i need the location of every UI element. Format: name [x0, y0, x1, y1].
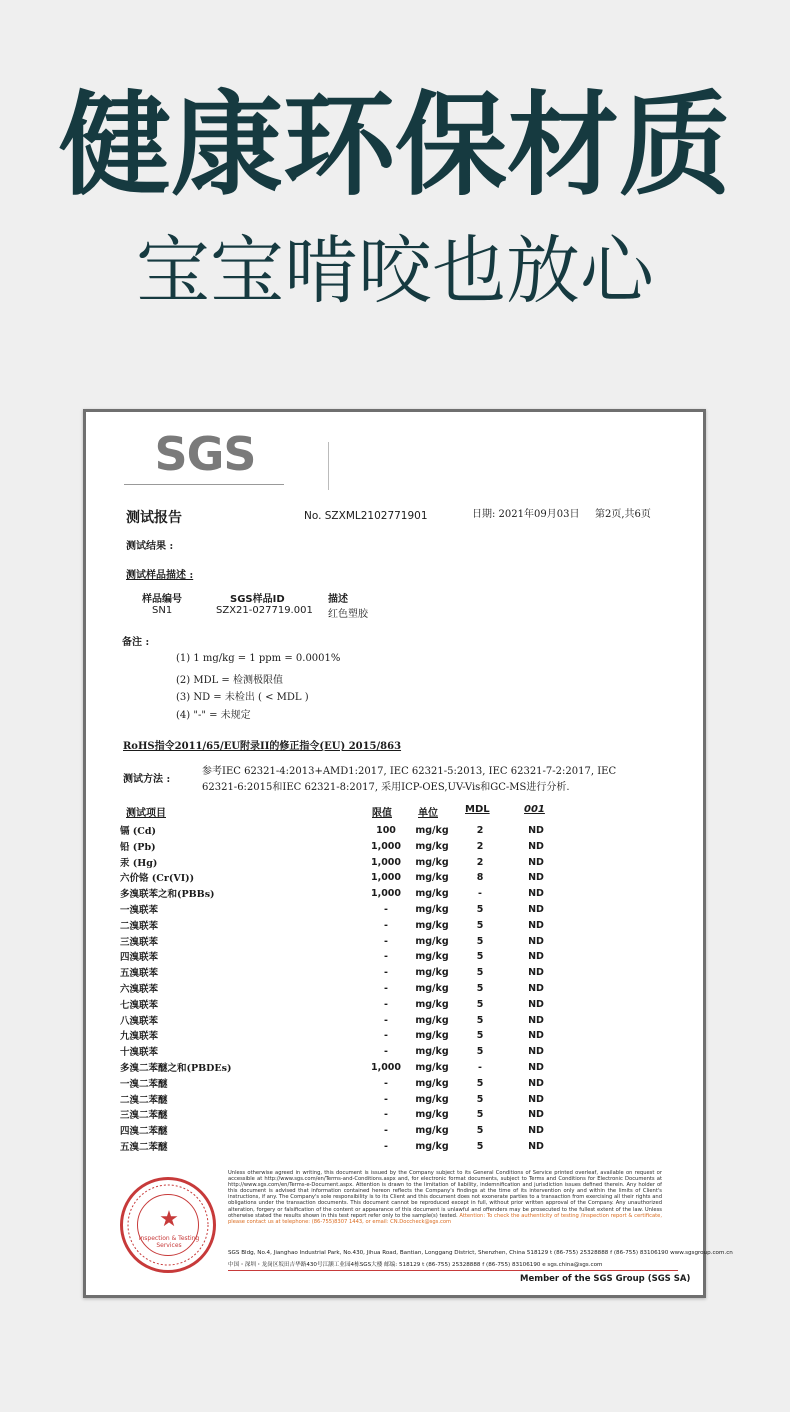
cell-limit: -	[384, 1109, 388, 1121]
cell-unit: mg/kg	[415, 919, 449, 931]
header-mdl: MDL	[465, 804, 490, 815]
rohs-title: RoHS指令2011/65/EU附录II的修正指令(EU) 2015/863	[123, 741, 402, 752]
cell-unit: mg/kg	[415, 983, 449, 994]
cell-mdl: 5	[476, 951, 484, 963]
terms-text: Unless otherwise agreed in writing, this document is issued by the Company subject to its General Conditions of Service printed overleaf, available on request or accessible at http://www.sgs.com/en/Terms-and-Conditions.aspx and, for electronic format documents, subject to Terms and Conditions for Electronic Documents at http://www.sgs.com/en/Terms-e-Document.aspx. Attention is drawn to the limitation of liability, indemnification and jurisdiction issues defined therein. Any holder of this document is advised that information contained hereon reflects the Company's findings at the time of its intervention only and within the limits of Client's instructions, if any. The Company's sole responsibility is to its Client and this document does not exonerate parties to a transaction from exercising all their rights and obligations under the transaction documents. This document cannot be reproduced except in full, without prior written approval of the Company. Any unauthorized alteration, forgery or falsification of the content or appearance of this document is unlawful and offenders may be prosecuted to the fullest extent of the law. Unless otherwise stated the results shown in this test report refer only to the sample(s) tested.	[228, 1170, 662, 1219]
row-item-name: 十溴联苯	[120, 1047, 159, 1059]
cell-limit: -	[384, 1077, 388, 1089]
cell-limit: -	[384, 935, 388, 947]
cell-result: ND	[528, 919, 544, 931]
cell-unit: mg/kg	[415, 1093, 449, 1105]
cell-result: ND	[528, 935, 544, 947]
row-item-name: 八溴联苯	[120, 1015, 159, 1027]
note-4: (4) "-" = 未规定	[176, 710, 251, 721]
cell-unit: mg/kg	[415, 951, 449, 963]
cell-mdl: 5	[476, 983, 484, 994]
header-test-item: 测试项目	[126, 808, 166, 819]
cell-limit: -	[384, 967, 388, 979]
report-title: 测试报告	[126, 510, 182, 526]
sample-value-id: SZX21-027719.001	[216, 605, 313, 616]
report-page: 第2页,共6页	[595, 509, 651, 520]
cell-mdl: 2	[476, 825, 484, 836]
notes-label: 备注 :	[122, 637, 150, 648]
row-item-name: 三溴联苯	[120, 936, 159, 948]
cell-unit: mg/kg	[415, 1030, 449, 1042]
seal-text: Inspection & Testing Services	[138, 1235, 200, 1249]
cell-result: ND	[528, 1141, 544, 1152]
method-label: 测试方法 :	[123, 774, 171, 785]
cell-limit: -	[384, 1141, 388, 1152]
row-item-name: 三溴二苯醚	[120, 1110, 168, 1122]
cell-result: ND	[528, 856, 544, 868]
row-item-name: 一溴联苯	[120, 905, 159, 916]
cell-unit: mg/kg	[415, 967, 449, 979]
logo-divider	[328, 442, 329, 490]
cell-result: ND	[528, 951, 544, 963]
cell-mdl: 5	[476, 967, 484, 979]
cell-limit: -	[384, 998, 388, 1010]
hero-title: 健康环保材质	[59, 81, 731, 211]
cell-limit: 1,000	[370, 872, 402, 884]
cell-limit: 100	[376, 825, 396, 836]
sgs-logo-text: SGS	[154, 427, 256, 481]
logo-underline	[124, 484, 284, 485]
sample-header-no: 样品编号	[142, 594, 182, 605]
cell-mdl: 5	[476, 1077, 484, 1089]
seal-inner-ring	[137, 1194, 199, 1256]
report-number: No. SZXML2102771901	[304, 510, 428, 522]
header-sample-001: 001	[524, 804, 545, 815]
cell-result: ND	[528, 1093, 544, 1105]
cell-limit: 1,000	[370, 888, 402, 900]
cell-mdl: 2	[476, 840, 484, 852]
row-item-name: 汞 (Hg)	[120, 857, 158, 869]
test-report-document	[83, 409, 733, 1298]
footer-rule	[228, 1270, 678, 1271]
row-item-name: 九溴联苯	[120, 1031, 159, 1043]
cell-unit: mg/kg	[415, 1109, 449, 1121]
cell-mdl: 5	[476, 1141, 484, 1152]
row-item-name: 四溴二苯醚	[120, 1126, 168, 1138]
cell-result: ND	[528, 1077, 544, 1089]
cell-result: ND	[528, 825, 544, 836]
cell-unit: mg/kg	[415, 872, 449, 884]
sample-header-id: SGS样品ID	[230, 594, 285, 605]
cell-unit: mg/kg	[415, 904, 449, 915]
cell-mdl: 5	[476, 1030, 484, 1042]
header-limit: 限值	[372, 808, 392, 819]
cell-unit: mg/kg	[415, 825, 449, 836]
cell-mdl: -	[478, 1062, 482, 1073]
cell-result: ND	[528, 1125, 544, 1137]
cell-limit: -	[384, 1030, 388, 1042]
header-unit: 单位	[418, 808, 438, 819]
cell-mdl: 8	[476, 872, 484, 884]
row-item-name: 一溴二苯醚	[120, 1078, 168, 1090]
cell-limit: -	[384, 1046, 388, 1058]
row-item-name: 六溴联苯	[120, 984, 159, 995]
terms-fineprint	[228, 1170, 662, 1248]
cell-unit: mg/kg	[415, 856, 449, 868]
cell-result: ND	[528, 1014, 544, 1026]
cell-mdl: 5	[476, 919, 484, 931]
cell-mdl: 5	[476, 1046, 484, 1058]
cell-limit: -	[384, 904, 388, 915]
row-item-name: 镉 (Cd)	[120, 826, 157, 837]
cell-limit: -	[384, 1093, 388, 1105]
cell-result: ND	[528, 1046, 544, 1058]
sample-value-no: SN1	[152, 605, 173, 616]
cell-mdl: 2	[476, 856, 484, 868]
cell-limit: -	[384, 1014, 388, 1026]
cell-result: ND	[528, 967, 544, 979]
cell-result: ND	[528, 904, 544, 915]
row-item-name: 四溴联苯	[120, 952, 159, 964]
sample-description-label: 测试样品描述 :	[126, 570, 194, 581]
cell-limit: 1,000	[370, 1062, 402, 1073]
cell-unit: mg/kg	[415, 998, 449, 1010]
cell-limit: -	[384, 983, 388, 994]
row-item-name: 七溴联苯	[120, 999, 159, 1011]
authenticity-notice: Attention: To check the authenticity of testing /inspection report & certificate, please contact us at telephone: (86-755)8307 1443, or email: CN.Doccheck@sgs.com	[228, 1212, 662, 1225]
cell-limit: 1,000	[370, 840, 402, 852]
star-icon: ★	[159, 1207, 179, 1232]
row-item-name: 多溴二苯醚之和(PBDEs)	[120, 1063, 232, 1074]
row-item-name: 二溴联苯	[120, 920, 159, 932]
cell-limit: -	[384, 919, 388, 931]
cell-unit: mg/kg	[415, 1141, 449, 1152]
note-3: (3) ND = 未检出 ( < MDL )	[176, 692, 309, 703]
contact-english: SGS Bldg, No.4, Jianghao Industrial Park, No.430, Jihua Road, Bantian, Longgang District, Shenzhen, China 518129 t (86-755) 25328888 f (86-755) 83106190 www.sgsgroup.com.cn	[228, 1250, 733, 1256]
cell-mdl: 5	[476, 998, 484, 1010]
results-label: 测试结果 :	[126, 541, 174, 552]
member-note: Member of the SGS Group (SGS SA)	[520, 1274, 691, 1284]
cell-limit: 1,000	[370, 856, 402, 868]
cell-result: ND	[528, 1030, 544, 1042]
inspection-seal	[120, 1177, 216, 1273]
cell-result: ND	[528, 1062, 544, 1073]
sample-header-desc: 描述	[328, 594, 348, 605]
row-item-name: 铅 (Pb)	[120, 841, 156, 853]
row-item-name: 五溴联苯	[120, 968, 159, 980]
cell-unit: mg/kg	[415, 1077, 449, 1089]
cell-mdl: -	[478, 888, 482, 900]
cell-mdl: 5	[476, 935, 484, 947]
hero-subtitle: 宝宝啃咬也放心	[136, 228, 654, 314]
sample-value-desc: 红色塑胶	[328, 609, 368, 620]
cell-limit: -	[384, 1125, 388, 1137]
cell-unit: mg/kg	[415, 1125, 449, 1137]
cell-result: ND	[528, 983, 544, 994]
cell-mdl: 5	[476, 1109, 484, 1121]
note-1: (1) 1 mg/kg = 1 ppm = 0.0001%	[176, 653, 341, 664]
cell-result: ND	[528, 872, 544, 884]
cell-result: ND	[528, 998, 544, 1010]
contact-chinese: 中国・深圳・龙岗区坂田吉华路430号江灏工业园4栋SGS大楼 邮编: 518129 t (86-755) 25328888 f (86-755) 83106190 e sgs.china@sgs.com	[228, 1262, 603, 1268]
cell-mdl: 5	[476, 904, 484, 915]
cell-unit: mg/kg	[415, 935, 449, 947]
report-date: 日期: 2021年09月03日	[472, 509, 580, 520]
cell-result: ND	[528, 1109, 544, 1121]
cell-result: ND	[528, 840, 544, 852]
cell-unit: mg/kg	[415, 1046, 449, 1058]
cell-unit: mg/kg	[415, 1062, 449, 1073]
row-item-name: 六价铬 (Cr(VI))	[120, 873, 195, 885]
cell-unit: mg/kg	[415, 888, 449, 900]
cell-unit: mg/kg	[415, 840, 449, 852]
cell-unit: mg/kg	[415, 1014, 449, 1026]
row-item-name: 多溴联苯之和(PBBs)	[120, 889, 215, 901]
sgs-logo	[150, 428, 260, 480]
method-line-1: 参考IEC 62321-4:2013+AMD1:2017, IEC 62321-5:2013, IEC 62321-7-2:2017, IEC	[202, 766, 617, 777]
cell-limit: -	[384, 951, 388, 963]
cell-result: ND	[528, 888, 544, 900]
cell-mdl: 5	[476, 1125, 484, 1137]
note-2: (2) MDL = 检测极限值	[176, 675, 283, 686]
row-item-name: 五溴二苯醚	[120, 1142, 168, 1153]
cell-mdl: 5	[476, 1093, 484, 1105]
row-item-name: 二溴二苯醚	[120, 1094, 168, 1106]
method-line-2: 62321-6:2015和IEC 62321-8:2017, 采用ICP-OES,UV-Vis和GC-MS进行分析.	[202, 782, 570, 793]
cell-mdl: 5	[476, 1014, 484, 1026]
